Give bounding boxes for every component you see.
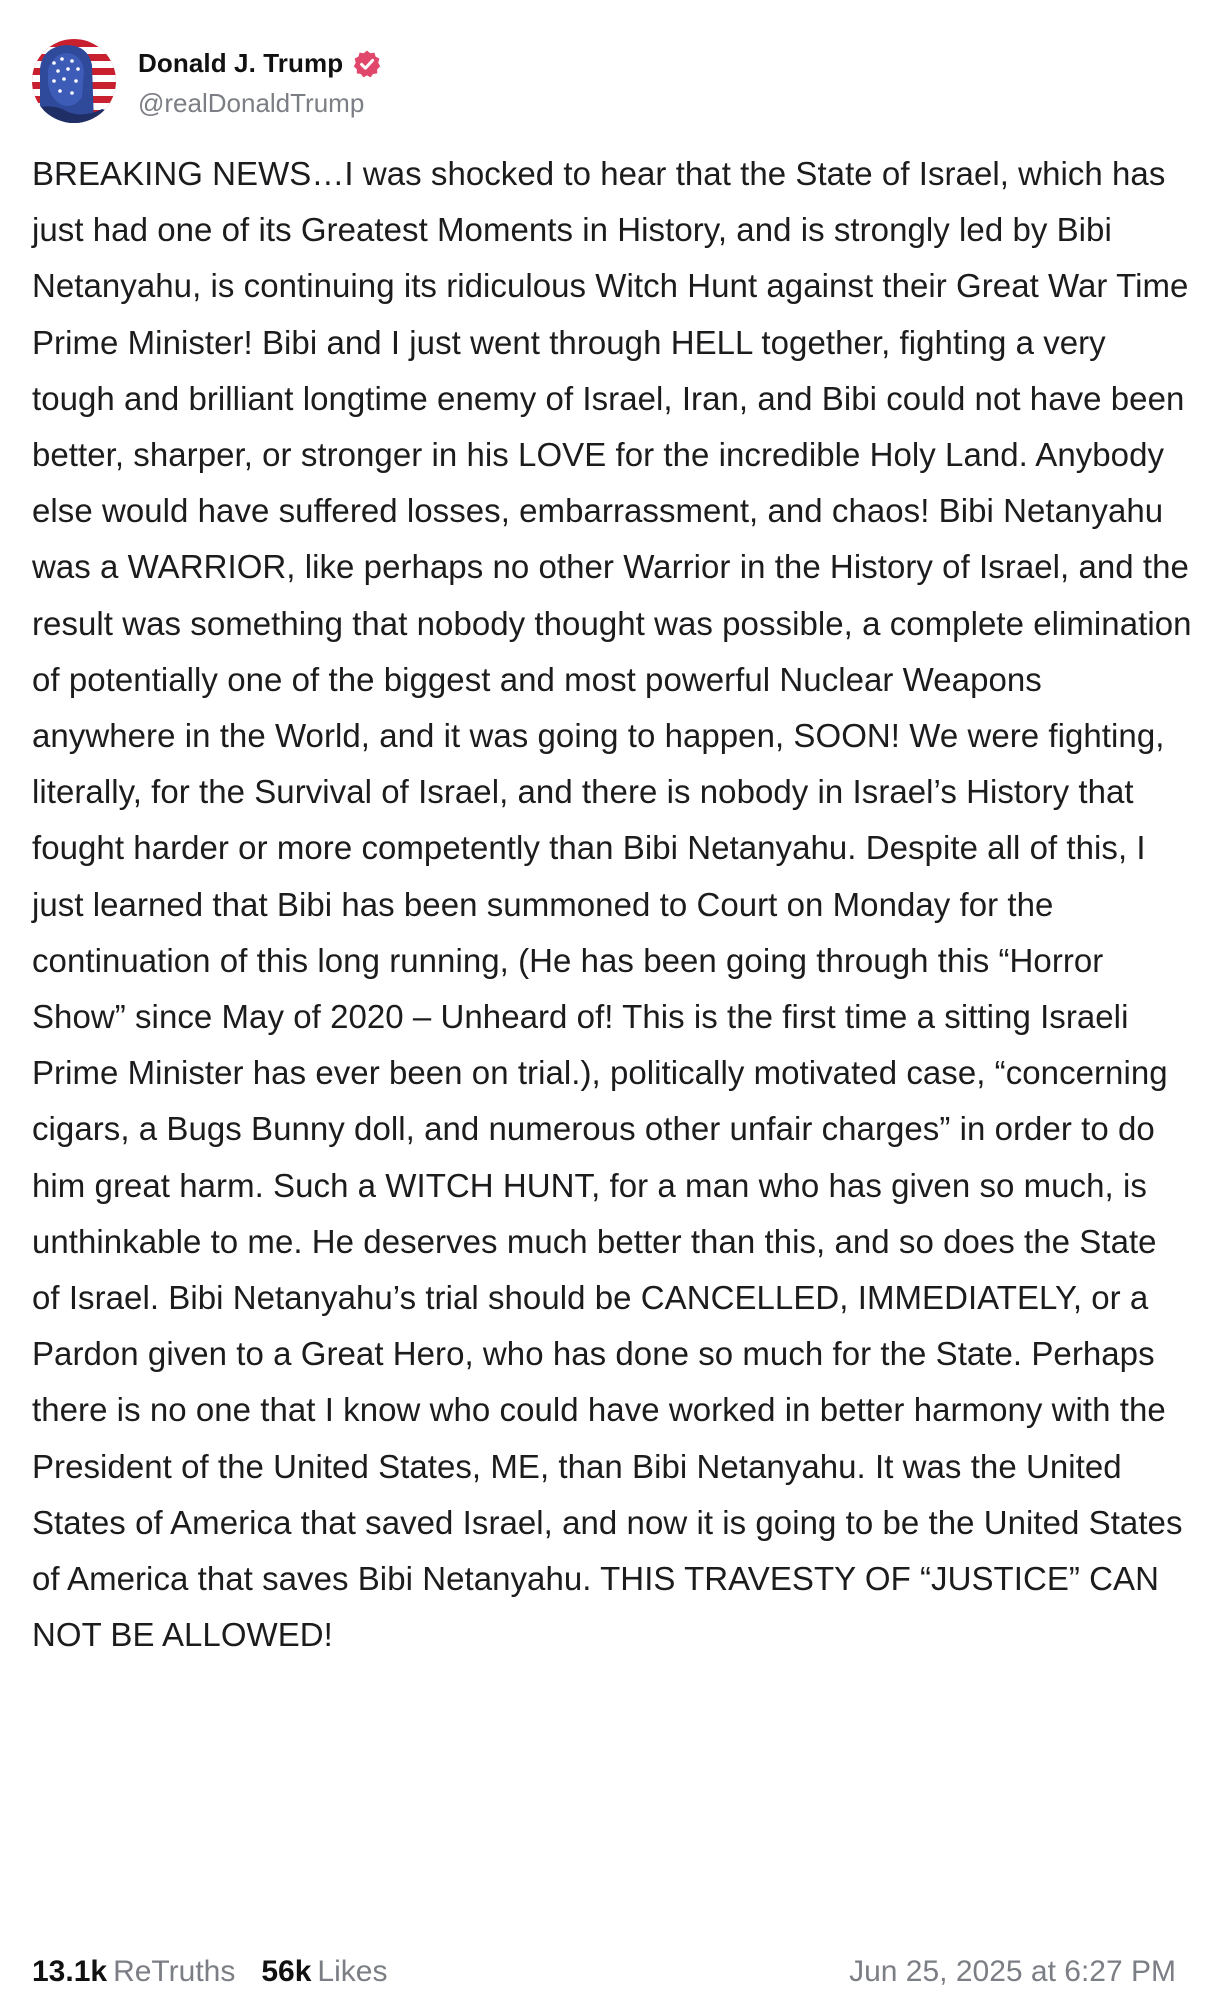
author-identity — [138, 44, 382, 119]
name-row — [138, 44, 382, 84]
profile-avatar[interactable] — [32, 39, 116, 123]
post-header — [32, 38, 1176, 124]
post-body-text: BREAKING NEWS…I was shocked to hear that the State of Israel, which has just had one of its Greatest Moments in History, and is strongly led by Bibi Netanyahu, is continuing its ridiculous Witch Hunt against their Great War Time Prime Minister! Bibi and I just went through HELL together, fighting a very tough and brilliant longtime enemy of Israel, Iran, and Bibi could not have been better, sharper, or stronger in his LOVE for the incredible Holy Land. Anybody else would have suffered losses, embarrassment, and chaos! Bibi Netanyahu was a WARRIOR, like perhaps no other Warrior in the History of Israel, and the result was something that nobody thought was possible, a complete elimination of potentially one of the biggest and most powerful Nuclear Weapons anywhere in the World, and it was going to happen, SOON! We were fighting, literally, for the Survival of Israel, and there is nobody in Israel’s History that fought harder or more competently than Bibi Netanyahu. Despite all of this, I just learned that Bibi has been summoned to Court on Monday for the continuation of this long running, (He has been going through this “Horror Show” since May of 2020 – Unheard of! This is the first time a sitting Israeli Prime Minister has ever been on trial.), politically motivated case, “concerning cigars, a Bugs Bunny doll, and numerous other unfair charges” in order to do him great harm. Such a WITCH HUNT, for a man who has given so much, is unthinkable to me. He deserves much better than this, and so does the State of Israel. Bibi Netanyahu’s trial should be CANCELLED, IMMEDIATELY, or a Pardon given to a Great Hero, who has done so much for the State. Perhaps there is no one that I know who could have worked in better harmony with the President of the United States, ME, than Bibi Netanyahu. It was the United States of America that saved Israel, and now it is going to be the United States of America that saves Bibi Netanyahu. THIS TRAVESTY OF “JUSTICE” CAN NOT BE ALLOWED! — [32, 155, 1192, 1654]
likes-stat[interactable] — [261, 1955, 387, 1989]
author-handle[interactable]: @realDonaldTrump — [138, 87, 365, 118]
post-stats — [32, 1955, 413, 1989]
retruths-stat[interactable] — [32, 1955, 235, 1989]
likes-label: Likes — [317, 1955, 388, 1988]
post-timestamp[interactable]: Jun 25, 2025 at 6:27 PM — [849, 1955, 1176, 1988]
avatar-image — [32, 39, 116, 123]
likes-count: 56k — [261, 1955, 312, 1988]
post-footer — [32, 1950, 1176, 1994]
verified-badge-icon — [352, 49, 382, 79]
author-display-name[interactable]: Donald J. Trump — [138, 48, 344, 78]
retruths-count: 13.1k — [32, 1955, 108, 1988]
retruths-label: ReTruths — [113, 1955, 236, 1988]
